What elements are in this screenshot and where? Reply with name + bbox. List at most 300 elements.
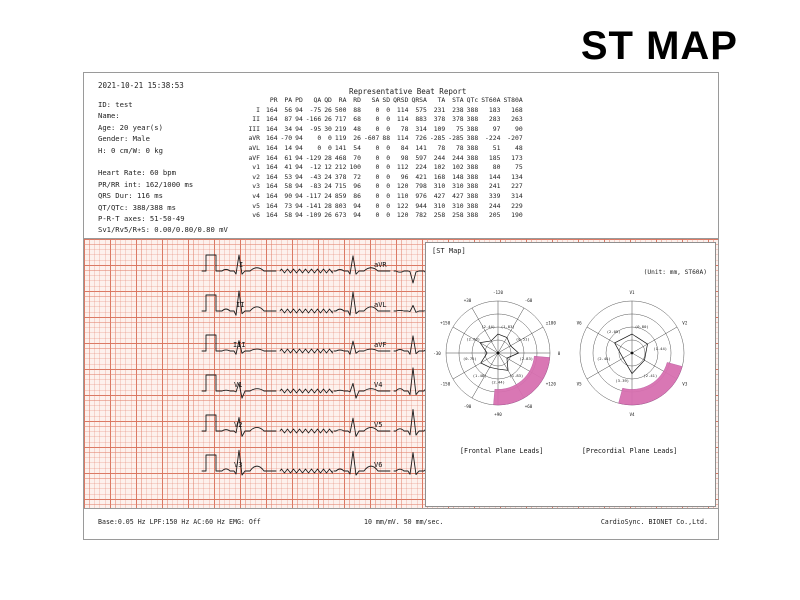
ecg-trace <box>202 415 220 431</box>
ecg-trace <box>220 255 276 274</box>
st-map-value-label: (2.44) <box>491 379 505 385</box>
measurement-cell: 90 <box>514 124 523 133</box>
measurement-cell: 100 <box>349 163 361 172</box>
measurement-lead-name: aVF <box>248 153 260 162</box>
ecg-trace <box>220 383 276 398</box>
measurement-row <box>236 134 526 144</box>
measurement-lead-name: aVL <box>248 143 260 152</box>
st-map-caption: [ST Map] <box>432 247 466 255</box>
st-map-angle-label: 0 <box>557 351 561 356</box>
measurement-cell: -285 <box>429 134 446 143</box>
ecg-lead-label-V5: V5 <box>374 421 383 429</box>
st-map-angle-label: +120 <box>545 381 556 387</box>
measurement-row <box>236 154 526 164</box>
measurement-cell: 190 <box>511 211 523 220</box>
measurement-cell: 229 <box>511 201 523 210</box>
measurement-cell: -83 <box>309 182 322 191</box>
measurement-cell: 0 <box>386 153 391 162</box>
measurement-cell: 219 <box>334 124 347 133</box>
measurement-cell: 96 <box>400 172 409 181</box>
st-map-angle-label: V1 <box>629 290 635 295</box>
measurement-cell: 26 <box>324 115 332 124</box>
measurement-cell: 164 <box>266 134 278 143</box>
measurement-table-grid <box>236 96 526 221</box>
footer-scale: 10 mm/mV. 50 mm/sec. <box>364 518 444 526</box>
measurement-col-header: QD <box>324 96 332 104</box>
measurement-cell: 70 <box>353 153 361 162</box>
measurement-row <box>236 163 526 173</box>
patient-line: PR/RR int: 162/1000 ms <box>98 179 194 189</box>
measurement-cell: -285 <box>448 134 464 143</box>
measurement-cell: 97 <box>492 124 501 133</box>
measurement-cell: 34 <box>284 124 293 133</box>
ecg-trace <box>220 450 276 475</box>
measurement-cell: 94 <box>295 182 303 191</box>
measurement-cell: 122 <box>396 201 409 210</box>
patient-line: QT/QTc: 388/388 ms <box>98 202 176 212</box>
measurement-cell: 0 <box>328 143 332 152</box>
measurement-cell: 12 <box>324 163 332 172</box>
measurement-cell: 94 <box>295 163 303 172</box>
measurement-cell: 0 <box>386 191 391 200</box>
measurement-cell: 102 <box>433 163 446 172</box>
measurement-cell: 388 <box>466 163 479 172</box>
measurement-col-header: SA <box>371 96 380 104</box>
ecg-trace <box>220 341 276 355</box>
measurement-cell: 110 <box>396 191 409 200</box>
measurement-cell: 164 <box>266 105 278 114</box>
footer-divider <box>84 508 718 509</box>
measurement-cell: 78 <box>437 143 446 152</box>
st-map-wedge <box>619 362 683 405</box>
measurement-cell: 427 <box>433 191 446 200</box>
measurement-cell: 80 <box>492 163 501 172</box>
measurement-row <box>236 115 526 125</box>
measurement-cell: 388 <box>466 143 479 152</box>
measurement-cell: 94 <box>295 105 303 114</box>
ecg-report-sheet <box>83 72 719 540</box>
measurement-cell: 726 <box>415 134 427 143</box>
measurement-cell: 28 <box>324 153 332 162</box>
measurement-cell: 168 <box>433 172 446 181</box>
measurement-cell: 58 <box>284 211 293 220</box>
measurement-cell: 48 <box>514 143 523 152</box>
st-map-angle-label: -120 <box>492 290 504 295</box>
patient-info-block <box>98 99 228 236</box>
st-map-angle-label: V3 <box>682 381 688 387</box>
measurement-cell: 717 <box>334 115 347 124</box>
st-map-value-label: (1.83) <box>509 372 524 378</box>
measurement-cell: 94 <box>295 201 303 210</box>
patient-line: Age: 20 year(s) <box>98 122 163 132</box>
st-map-value-label: (0.51) <box>515 336 530 342</box>
measurement-cell: 164 <box>266 182 278 191</box>
ecg-trace <box>202 375 220 391</box>
measurement-cell: 944 <box>415 201 427 210</box>
measurement-cell: -166 <box>305 115 322 124</box>
measurement-cell: 94 <box>353 211 361 220</box>
measurement-cell: 24 <box>324 191 332 200</box>
measurement-cell: 0 <box>386 115 391 124</box>
measurement-cell: 78 <box>400 124 409 133</box>
measurement-cell: 244 <box>452 153 464 162</box>
measurement-cell: 61 <box>284 153 293 162</box>
measurement-cell: 141 <box>334 143 347 152</box>
measurement-col-header: ST80A <box>503 96 523 104</box>
measurement-cell: 164 <box>266 115 278 124</box>
measurement-cell: 173 <box>511 153 523 162</box>
patient-line: Heart Rate: 60 bpm <box>98 168 176 178</box>
st-map-angle-label: +150 <box>440 320 451 326</box>
st-map-value-label: (0.80) <box>634 324 649 330</box>
measurement-cell: 0 <box>317 143 322 152</box>
ecg-lead-label-I: I <box>239 261 244 269</box>
measurement-cell: 75 <box>514 163 523 172</box>
patient-line: ID: test <box>98 100 133 109</box>
measurement-cell: -129 <box>305 153 322 162</box>
measurement-cell: 0 <box>386 211 391 220</box>
ecg-trace <box>280 349 333 353</box>
measurement-cell: 673 <box>334 211 347 220</box>
measurement-cell: 388 <box>466 191 479 200</box>
measurement-cell: 378 <box>433 115 446 124</box>
st-map-value-label: (0.75) <box>462 355 477 361</box>
measurement-cell: 51 <box>492 143 501 152</box>
measurement-lead-name: v6 <box>252 211 260 220</box>
measurement-col-header: QRSD <box>393 96 409 104</box>
patient-line: Name: <box>98 111 120 121</box>
measurement-cell: 183 <box>488 105 501 114</box>
measurement-lead-name: aVR <box>248 134 260 143</box>
ecg-trace <box>280 469 333 473</box>
st-map-angle-label: +30 <box>463 298 472 304</box>
measurement-lead-name: v3 <box>252 182 260 191</box>
ecg-lead-label-V1: V1 <box>234 381 243 389</box>
footer-filter-settings: Base:0.05 Hz LPF:150 Hz AC:60 Hz EMG: Off <box>98 518 261 526</box>
measurement-cell: 148 <box>452 172 464 181</box>
measurement-cell: 258 <box>452 211 464 220</box>
measurement-cell: 388 <box>466 153 479 162</box>
measurement-cell: 0 <box>386 163 391 172</box>
measurement-cell: 164 <box>266 153 278 162</box>
measurement-cell: -95 <box>309 124 322 133</box>
measurement-col-header: RD <box>353 96 361 104</box>
ecg-trace <box>280 429 333 433</box>
measurement-cell: 164 <box>266 191 278 200</box>
measurement-cell: 244 <box>488 201 501 210</box>
measurement-cell: 427 <box>452 191 464 200</box>
measurement-cell: 120 <box>396 211 409 220</box>
measurement-cell: 168 <box>511 105 523 114</box>
measurement-cell: 388 <box>466 115 479 124</box>
measurement-cell: 141 <box>415 143 427 152</box>
measurement-cell: 94 <box>295 143 303 152</box>
measurement-lead-name: v2 <box>252 172 260 181</box>
measurement-cell: 164 <box>266 163 278 172</box>
measurement-cell: 976 <box>415 191 427 200</box>
measurement-cell: 205 <box>488 211 501 220</box>
measurement-cell: 0 <box>386 105 391 114</box>
st-map-angle-label: V2 <box>682 320 688 326</box>
st-map-frontal-label: [Frontal Plane Leads] <box>460 447 544 455</box>
measurement-cell: 94 <box>295 134 303 143</box>
measurement-cell: 119 <box>334 134 347 143</box>
measurement-cell: 114 <box>396 115 409 124</box>
measurement-cell: 26 <box>353 134 361 143</box>
measurement-cell: 0 <box>375 211 380 220</box>
ecg-waveform-area <box>84 239 718 508</box>
measurement-lead-name: v1 <box>252 163 260 172</box>
patient-line: P-R-T axes: 51-50-49 <box>98 214 185 224</box>
measurement-cell: 94 <box>353 201 361 210</box>
ecg-lead-label-V3: V3 <box>234 461 243 469</box>
measurement-cell: 164 <box>266 124 278 133</box>
measurement-cell: 0 <box>386 143 391 152</box>
report-title: Representative Beat Report <box>349 87 467 96</box>
measurement-cell: 238 <box>452 105 464 114</box>
st-map-angle-label: +60 <box>524 403 533 409</box>
measurement-cell: 109 <box>433 124 446 133</box>
measurement-cell: 26 <box>324 105 332 114</box>
measurement-cell: 0 <box>375 143 380 152</box>
measurement-cell: 388 <box>466 172 479 181</box>
measurement-cell: 0 <box>375 163 380 172</box>
st-map-spoke <box>472 308 498 353</box>
st-map-angle-label: -90 <box>463 403 472 409</box>
measurement-cell: 185 <box>488 153 501 162</box>
measurement-cell: 0 <box>386 172 391 181</box>
measurement-cell: 0 <box>375 115 380 124</box>
measurement-cell: 859 <box>334 191 347 200</box>
ecg-lead-label-II: II <box>236 301 245 309</box>
st-map-value-label: (1.44) <box>653 346 668 352</box>
ecg-lead-label-aVF: aVF <box>374 341 387 349</box>
measurement-cell: 94 <box>295 153 303 162</box>
report-timestamp: 2021-10-21 15:38:53 <box>98 81 184 90</box>
measurement-row <box>236 173 526 183</box>
st-map-panel <box>425 242 716 507</box>
measurement-cell: 0 <box>375 172 380 181</box>
measurement-cell: 0 <box>328 134 332 143</box>
measurement-col-header: QA <box>313 96 322 104</box>
measurement-cell: 112 <box>396 163 409 172</box>
measurement-cell: 224 <box>415 163 427 172</box>
st-map-angle-label: -30 <box>433 351 441 356</box>
st-map-angle-label: -60 <box>524 298 533 304</box>
st-map-value-label: (2.41) <box>643 372 658 378</box>
measurement-cell: 164 <box>266 172 278 181</box>
measurement-cell: 388 <box>466 201 479 210</box>
measurement-cell: -43 <box>309 172 322 181</box>
measurement-cell: 24 <box>324 172 332 181</box>
measurement-cell: -141 <box>305 201 322 210</box>
ecg-lead-label-V2: V2 <box>234 421 243 429</box>
st-map-angle-label: V6 <box>576 320 582 326</box>
measurement-cell: 86 <box>353 191 361 200</box>
measurement-cell: 575 <box>415 105 427 114</box>
measurement-cell: 241 <box>488 182 501 191</box>
ecg-trace <box>202 335 220 351</box>
patient-line: Gender: Male <box>98 134 150 144</box>
measurement-cell: 715 <box>334 182 347 191</box>
measurement-cell: 421 <box>415 172 427 181</box>
st-map-angle-label: V5 <box>576 381 582 387</box>
measurement-col-header: TA <box>437 96 446 104</box>
footer-vendor: CardioSync. BIONET Co.,Ltd. <box>600 518 708 526</box>
measurement-cell: -75 <box>309 105 322 114</box>
measurement-cell: 94 <box>295 115 303 124</box>
measurement-cell: 0 <box>375 182 380 191</box>
measurement-col-header: PA <box>284 96 293 104</box>
measurement-cell: 58 <box>284 182 293 191</box>
measurement-cell: 98 <box>400 153 409 162</box>
measurement-col-header: ST60A <box>481 96 501 104</box>
measurement-cell: 0 <box>386 124 391 133</box>
st-map-value-label: (2.83) <box>519 355 534 361</box>
measurement-cell: -117 <box>305 191 322 200</box>
st-map-center-dot <box>631 352 634 355</box>
measurement-cell: 283 <box>488 115 501 124</box>
measurement-cell: 0 <box>375 153 380 162</box>
st-map-angle-label: +90 <box>494 412 502 417</box>
slide-title: ST MAP <box>580 24 738 68</box>
ecg-trace <box>202 255 220 271</box>
measurement-cell: 314 <box>415 124 427 133</box>
measurement-cell: 0 <box>375 124 380 133</box>
st-map-unit-label: (Unit: mm, ST60A) <box>643 269 707 276</box>
measurement-cell: 120 <box>396 182 409 191</box>
measurement-cell: 26 <box>324 211 332 220</box>
measurement-cell: 314 <box>511 191 523 200</box>
measurement-cell: 94 <box>295 124 303 133</box>
measurement-row <box>236 211 526 221</box>
measurement-lead-name: v5 <box>252 201 260 210</box>
measurement-cell: 88 <box>353 105 361 114</box>
measurement-row <box>236 202 526 212</box>
measurement-cell: 212 <box>334 163 347 172</box>
measurement-lead-name: II <box>252 115 260 124</box>
report-header <box>84 73 718 238</box>
measurement-cell: 96 <box>353 182 361 191</box>
measurement-col-header: QRSA <box>411 96 427 104</box>
ecg-trace <box>280 309 333 313</box>
ecg-trace <box>220 291 276 315</box>
st-map-value-label: (2.05) <box>606 329 621 335</box>
measurement-cell: -70 <box>280 134 293 143</box>
st-map-value-label: (2.44) <box>596 355 611 361</box>
measurement-cell: 310 <box>452 182 464 191</box>
measurement-cell: 388 <box>466 211 479 220</box>
st-map-value-label: (1.48) <box>472 372 487 378</box>
measurement-cell: 597 <box>415 153 427 162</box>
measurement-cell: 72 <box>353 172 361 181</box>
patient-line: Sv1/Rv5/R+S: 0.00/0.80/0.80 mV <box>98 225 228 235</box>
measurement-cell: 0 <box>375 105 380 114</box>
measurement-cell: 378 <box>334 172 347 181</box>
measurement-cell: 164 <box>266 143 278 152</box>
measurement-cell: 48 <box>353 124 361 133</box>
measurement-cell: 782 <box>415 211 427 220</box>
measurement-cell: 263 <box>511 115 523 124</box>
patient-line: H: 0 cm/W: 0 kg <box>98 145 163 155</box>
st-map-value-label: (2.63) <box>466 336 481 342</box>
measurement-cell: 227 <box>511 182 523 191</box>
st-map-center-dot <box>497 352 500 355</box>
measurement-cell: 75 <box>455 124 464 133</box>
measurement-cell: 94 <box>295 172 303 181</box>
measurement-cell: 231 <box>433 105 446 114</box>
ecg-trace <box>202 455 220 471</box>
measurement-cell: 87 <box>284 115 293 124</box>
st-map-value-label: (2.44) <box>481 324 496 330</box>
ecg-lead-label-aVR: aVR <box>374 261 387 269</box>
measurement-cell: 102 <box>452 163 464 172</box>
ecg-lead-label-V6: V6 <box>374 461 383 469</box>
measurement-cell: -109 <box>305 211 322 220</box>
measurement-row <box>236 106 526 116</box>
measurement-cell: 84 <box>400 143 409 152</box>
measurement-cell: 388 <box>466 182 479 191</box>
measurement-cell: 114 <box>396 105 409 114</box>
measurement-lead-name: I <box>256 105 260 114</box>
measurement-cell: -12 <box>309 163 322 172</box>
measurement-cell: -207 <box>507 134 523 143</box>
st-map-angle-label: V4 <box>629 412 635 417</box>
st-map-angle-label: -150 <box>440 381 451 387</box>
measurement-col-header: PR <box>269 96 278 104</box>
measurement-cell: 244 <box>433 153 446 162</box>
measurement-cell: 164 <box>266 211 278 220</box>
measurement-cell: 134 <box>511 172 523 181</box>
measurement-cell: 310 <box>433 201 446 210</box>
measurement-cell: 164 <box>266 201 278 210</box>
st-map-value-label: (3.39) <box>615 377 630 383</box>
st-map-polar-plots <box>426 265 715 475</box>
measurement-cell: 468 <box>334 153 347 162</box>
measurement-cell: 88 <box>382 134 391 143</box>
measurement-cell: 310 <box>433 182 446 191</box>
measurement-cell: 0 <box>386 182 391 191</box>
patient-line <box>98 156 228 167</box>
measurement-cell: 90 <box>284 191 293 200</box>
measurement-cell: 94 <box>295 211 303 220</box>
measurement-cell: -224 <box>485 134 501 143</box>
measurement-row <box>236 192 526 202</box>
measurement-cell: 30 <box>324 124 332 133</box>
measurement-cell: 0 <box>386 201 391 210</box>
measurement-cell: 94 <box>295 191 303 200</box>
ecg-lead-label-aVL: aVL <box>374 301 387 309</box>
measurement-row <box>236 144 526 154</box>
measurement-cell: 310 <box>452 201 464 210</box>
measurement-col-header: RA <box>338 96 347 104</box>
measurement-cell: 144 <box>488 172 501 181</box>
measurement-cell: 53 <box>284 172 293 181</box>
measurement-cell: 883 <box>415 115 427 124</box>
measurement-cell: 24 <box>324 182 332 191</box>
ecg-trace <box>280 389 333 393</box>
measurement-col-header: PD <box>295 96 303 104</box>
ecg-trace <box>202 295 220 311</box>
measurement-row <box>236 182 526 192</box>
st-map-value-label: (1.83) <box>500 324 515 330</box>
measurement-cell: 56 <box>284 105 293 114</box>
measurement-cell: 339 <box>488 191 501 200</box>
measurement-cell: 54 <box>353 143 361 152</box>
measurement-cell: 798 <box>415 182 427 191</box>
measurement-col-header: STA <box>452 96 464 104</box>
measurement-cell: 500 <box>334 105 347 114</box>
